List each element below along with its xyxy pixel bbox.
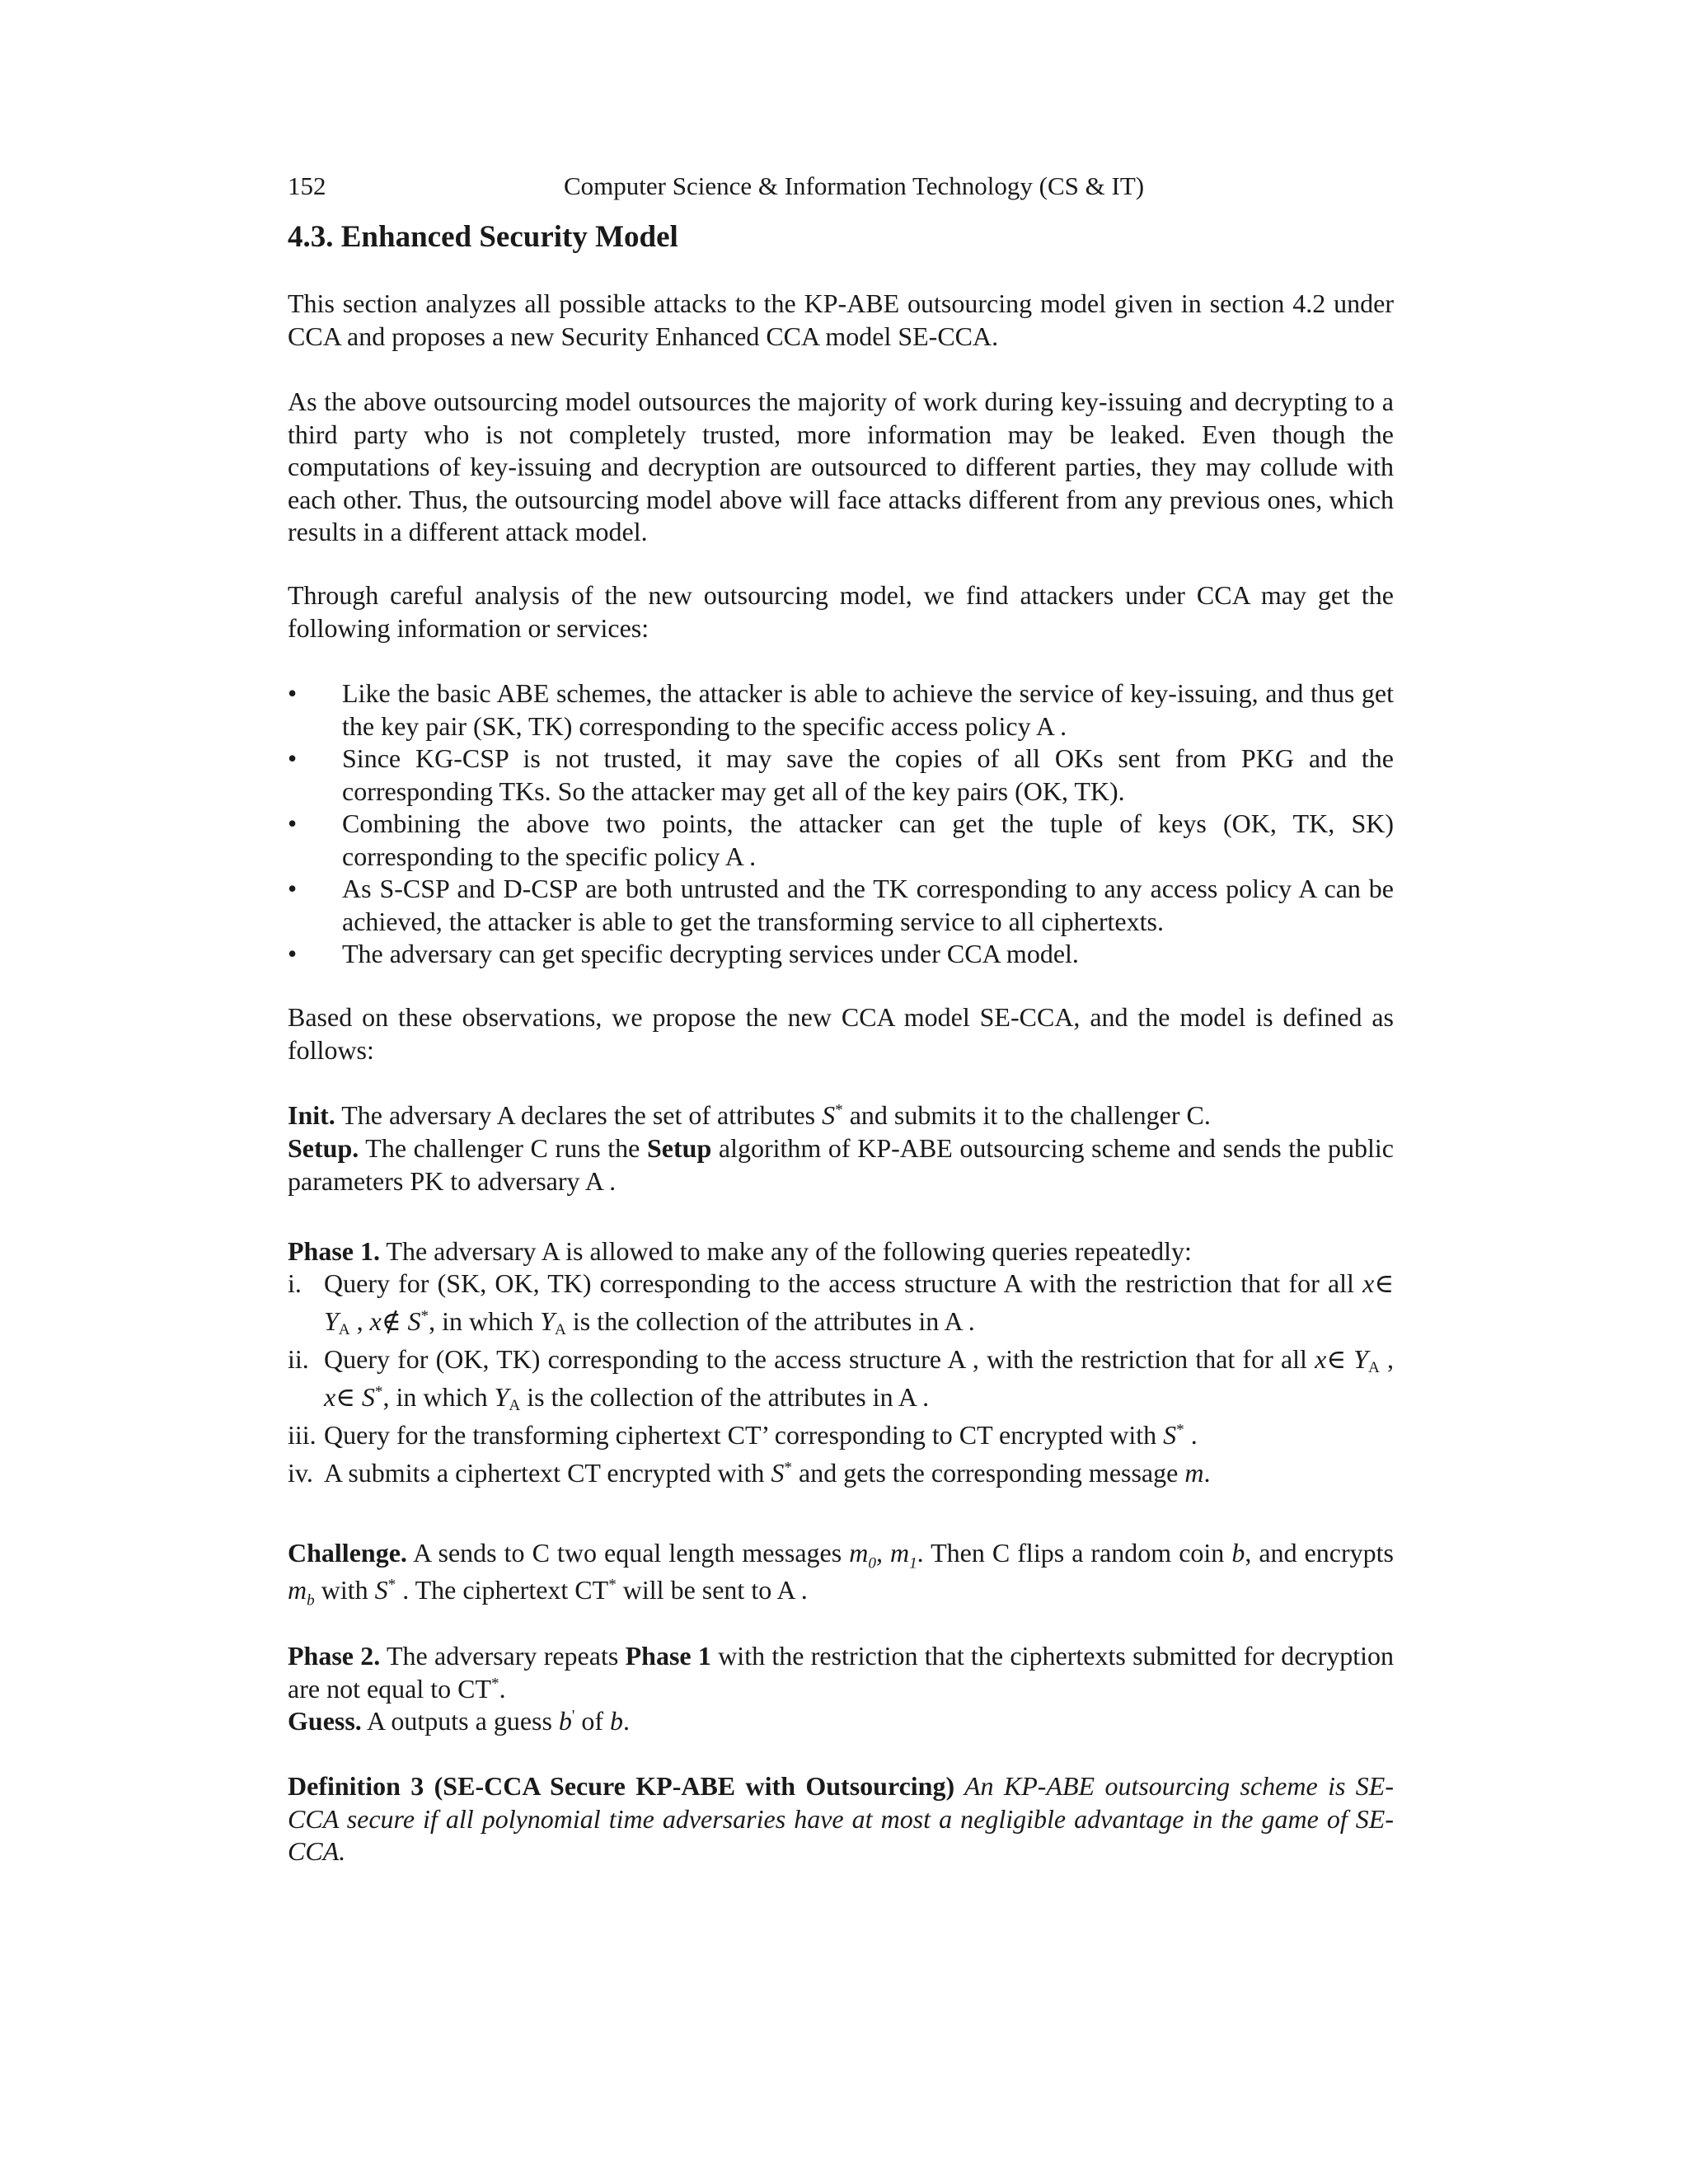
subscript-a: A [509,1396,521,1414]
paragraph-outsourcing-risk: As the above outsourcing model outsources the majority of work during key-issuing and decrypting to a third party who is not completely trusted, more information may be leaked. Even though the computations of key-issuing and decryption are outsourced to different parties, they may collude with each other. Thus, the outsourcing model above will face attacks different from any previous ones, which results in a different attack model. [288,387,1394,546]
symbol-b: b [1231,1538,1245,1568]
query-text: Query for the transforming ciphertext CT’ corresponding to CT encrypted with [324,1420,1164,1450]
phase2-text: . [499,1673,506,1704]
query-text: . [1184,1420,1198,1450]
page-number: 152 [288,171,326,200]
list-item-text: Like the basic ABE schemes, the attacker is able to achieve the service of key-issuing, and thus get the key pair (SK, TK) corresponding to the specific access policy A . [342,678,1394,741]
challenge-text: , and encrypts [1245,1538,1395,1568]
phase2-text: with the restriction that the ciphertexts submitted for decryption are not equal to CT [288,1641,1395,1704]
separator: , [1379,1344,1394,1374]
query-text: . [1203,1458,1211,1488]
game-guess [288,1705,1394,1738]
guess-text: of [574,1706,611,1736]
query-text: and gets the corresponding message [792,1458,1185,1488]
query-text: , in which [382,1382,495,1412]
guess-text: A outputs a guess [361,1706,559,1736]
definition-text: An KP-ABE outsourcing scheme is SE-CCA secure if all polynomial time adversaries have at most a negligible advantage in the game of SE-CCA. [288,1771,1395,1866]
symbol-star: * [387,1576,396,1594]
challenge-label: Challenge. [288,1538,407,1568]
setup-text-1: The challenger C runs the [359,1133,647,1163]
phase1-text: The adversary A is allowed to make any of the following queries repeatedly: [380,1236,1192,1266]
subscript-a: A [555,1320,566,1338]
symbol-x: x [1362,1268,1375,1298]
query-item-iv [288,1454,1394,1492]
query-item-i [288,1264,1394,1340]
query-text: is the collection of the attributes in A . [520,1382,930,1412]
paragraph-attack-analysis: Through careful analysis of the new outsourcing model, we find attackers under CCA may get the following information or services: [288,580,1394,643]
list-item-text: Combining the above two points, the attacker can get the tuple of keys (OK, TK, SK) corresponding to the specific policy A . [342,808,1394,871]
query-list [288,1264,1394,1492]
phase1-label: Phase 1. [288,1236,380,1266]
journal-title: Computer Science & Information Technology (CS & IT) [564,171,1145,200]
challenge-text: A sends to C two equal length messages [406,1538,850,1568]
game-phase-2 [288,1640,1394,1705]
query-item-ii [288,1340,1394,1416]
symbol-s: S [771,1458,785,1488]
challenge-text: will be sent to A . [616,1575,808,1605]
paragraph-observations: Based on these observations, we propose the new CCA model SE-CCA, and the model is defined as follows: [288,1002,1394,1065]
query-text: , in which [429,1306,541,1336]
bullet-glyph: • [288,939,298,968]
symbol-x: x [369,1306,382,1336]
symbol-element-of: ∈ [335,1382,355,1412]
symbol-x: x [1315,1344,1327,1374]
init-text-2: and submits it to the challenger C. [842,1100,1211,1130]
query-text: is the collection of the attributes in A . [565,1306,975,1336]
subscript-a: A [338,1320,350,1338]
symbol-element-of: ∈ [1326,1344,1346,1374]
symbol-not-element-of: ∉ [381,1306,401,1336]
list-item [288,677,1394,743]
symbol-prime: ' [571,1707,575,1725]
list-item [288,873,1394,938]
list-item-text: The adversary can get specific decrypting services under CCA model. [342,939,1079,968]
symbol-star: * [420,1307,429,1325]
symbol-star: * [608,1576,617,1594]
game-init [288,1099,1394,1132]
phase2-bold: Phase 1 [625,1641,711,1671]
query-text: Query for (OK, TK) corresponding to the access structure A , with the restriction that for all [324,1344,1315,1374]
query-mark: ii. [288,1344,309,1374]
list-item-text: Since KG-CSP is not trusted, it may save the copies of all OKs sent from PKG and the corresponding TKs. So the attacker may get all of the key pairs (OK, TK). [342,743,1394,806]
symbol-y: Y [540,1306,556,1336]
bullet-glyph: • [288,874,298,903]
challenge-text: with [314,1575,375,1605]
paragraph-intro: This section analyzes all possible attacks to the KP-ABE outsourcing model given in section 4.2 under CCA and proposes a new Security Enhanced CCA model SE-CCA. [288,288,1394,351]
symbol-star: * [835,1101,843,1119]
symbol-m: m [889,1538,910,1568]
game-challenge [288,1535,1394,1609]
attacker-capabilities-list [288,677,1394,971]
separator: , [875,1538,890,1568]
setup-text-2: algorithm of KP-ABE outsourcing scheme and sends the public parameters PK to adversary A . [288,1133,1394,1196]
symbol-m: m [849,1538,869,1568]
game-setup [288,1132,1394,1197]
bullet-glyph: • [288,743,298,773]
phase2-label: Phase 2. [288,1641,381,1671]
symbol-m: m [288,1575,307,1605]
subscript-1: 1 [909,1554,917,1572]
symbol-y: Y [494,1382,509,1412]
symbol-s: S [1163,1420,1177,1450]
list-item [288,808,1394,873]
symbol-y: Y [324,1306,339,1336]
symbol-s: S [354,1382,375,1412]
symbol-star: * [1176,1421,1184,1439]
init-text-1: The adversary A declares the set of attributes [335,1100,823,1130]
query-mark: iii. [288,1420,316,1450]
symbol-element-of: ∈ [1374,1268,1394,1298]
query-text: Query for (SK, OK, TK) corresponding to the access structure A with the restriction that for all [324,1268,1363,1298]
list-item [288,743,1394,808]
symbol-star: * [374,1383,383,1401]
query-mark: i. [288,1268,302,1298]
symbol-star: * [491,1674,499,1692]
definition-label: Definition 3 (SE-CCA Secure KP-ABE with Outsourcing) [288,1771,955,1801]
game-phase-1 [288,1235,1394,1268]
running-header [288,171,1394,204]
bullet-glyph: • [288,678,298,708]
separator: , [349,1306,370,1336]
symbol-s: S [374,1575,388,1605]
list-item-text: As S-CSP and D-CSP are both untrusted and the TK corresponding to any access policy A can be achieved, the attacker is able to get the transforming service to all ciphertexts. [342,874,1394,936]
symbol-m: m [1184,1458,1204,1488]
symbol-y: Y [1353,1344,1368,1374]
setup-bold: Setup [647,1133,712,1163]
query-text: A submits a ciphertext CT encrypted with [324,1458,771,1488]
subscript-a: A [1367,1358,1380,1376]
query-mark: iv. [288,1458,313,1488]
setup-label: Setup. [288,1133,359,1163]
subscript-b: b [307,1591,315,1610]
symbol-b: b [558,1706,572,1736]
challenge-text: . Then C flips a random coin [917,1538,1232,1568]
init-label: Init. [288,1100,335,1130]
symbol-s: S [822,1100,836,1130]
subscript-0: 0 [868,1554,876,1572]
query-item-iii [288,1416,1394,1454]
definition-3 [288,1770,1394,1868]
symbol-b: b [610,1706,624,1736]
symbol-s: S [401,1306,421,1336]
symbol-x: x [324,1382,336,1412]
section-heading: 4.3. Enhanced Security Model [288,220,678,254]
phase2-text: The adversary repeats [380,1641,626,1671]
challenge-text: . The ciphertext CT [396,1575,609,1605]
guess-label: Guess. [288,1706,362,1736]
list-item [288,938,1394,971]
symbol-star: * [784,1459,793,1477]
guess-text: . [623,1706,631,1736]
bullet-glyph: • [288,808,298,838]
